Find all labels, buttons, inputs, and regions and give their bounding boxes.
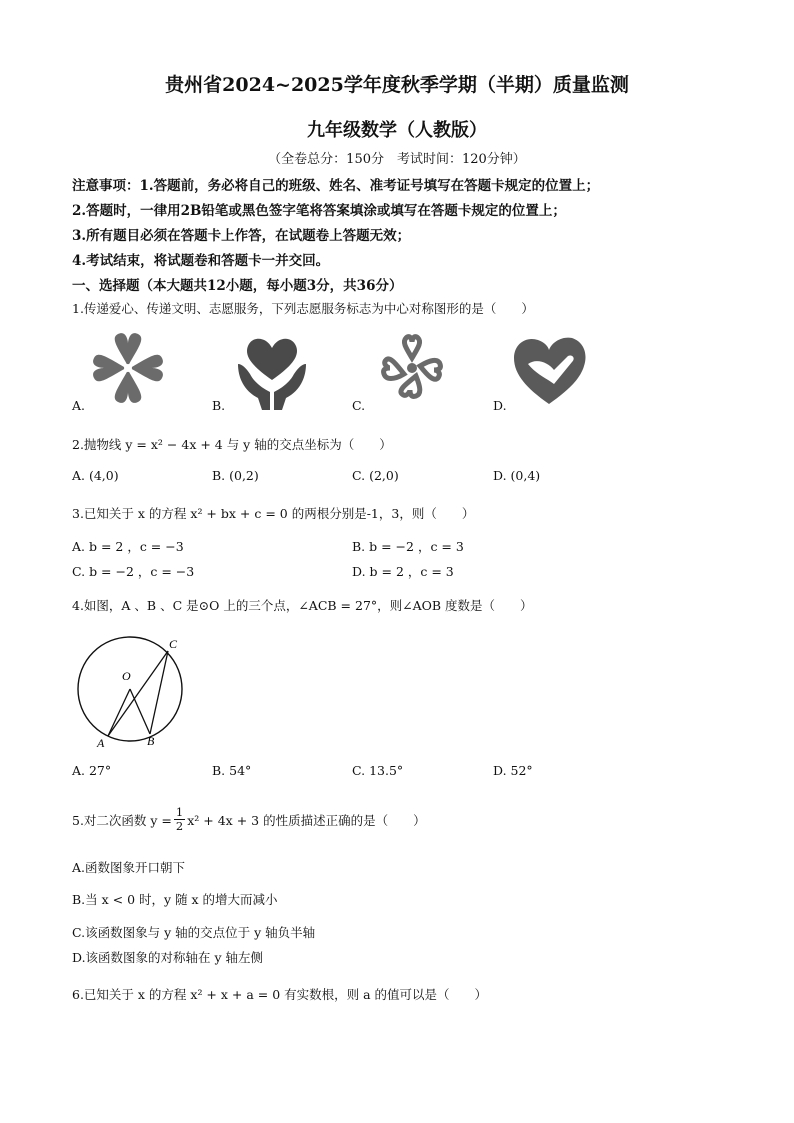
q4-option-b: B. 54°: [212, 763, 252, 778]
label-o: O: [122, 669, 131, 683]
q3-stem: 3.已知关于 x 的方程 x² + bx + c = 0 的两根分别是-1，3，则（ ）: [72, 506, 475, 521]
q5-option-b: B.当 x < 0 时，y 随 x 的增大而减小: [72, 892, 278, 907]
q6-stem: 6.已知关于 x 的方程 x² + x + a = 0 有实数根，则 a 的值可以是（ ）: [72, 987, 488, 1002]
section-heading: 一、选择题（本大题共12小题，每小题3分，共36分）: [72, 278, 403, 294]
q4-option-c: C. 13.5°: [352, 763, 404, 778]
q1-option-b: B.: [212, 398, 226, 413]
segment-ob: [130, 689, 150, 734]
q5-option-a: A.函数图象开口朝下: [72, 860, 186, 875]
q3-option-d: D. b = 2 ，c = 3: [352, 564, 454, 579]
q1-option-a: A.: [72, 398, 86, 413]
q1-option-c: C.: [352, 398, 366, 413]
q5-frac-num: 1: [175, 805, 184, 819]
q5-option-d: D.该函数图象的对称轴在 y 轴左侧: [72, 950, 264, 965]
q4-option-d: D. 52°: [493, 763, 533, 778]
q2-option-c: C. (2,0): [352, 468, 399, 483]
circle-geometry-figure: [70, 630, 190, 748]
label-a: A: [97, 736, 105, 748]
segment-ao: [108, 689, 130, 736]
q5-stem-pre: 5.对二次函数 y =: [72, 812, 172, 828]
label-c: C: [169, 637, 178, 651]
note-4: 4.考试结束，将试题卷和答题卡一并交回。: [72, 253, 330, 269]
q2-option-d: D. (0,4): [493, 468, 541, 483]
clover-hands-icon: [88, 328, 168, 408]
heart-hands-icon: [232, 330, 312, 410]
q4-option-a: A. 27°: [72, 763, 112, 778]
q2-stem: 2.抛物线 y = x² − 4x + 4 与 y 轴的交点坐标为（ ）: [72, 437, 392, 452]
note-3: 3.所有题目必须在答题卡上作答，在试题卷上答题无效；: [72, 228, 411, 244]
q5-fraction: [174, 806, 185, 833]
q5-stem-post: x² + 4x + 3 的性质描述正确的是（ ）: [187, 812, 426, 828]
q1-stem: 1.传递爱心、传递文明、志愿服务，下列志愿服务标志为中心对称图形的是（ ）: [72, 301, 534, 316]
notes-line-1: [72, 174, 599, 194]
label-b: B: [147, 734, 155, 748]
note-1: 1.答题前，务必将自己的班级、姓名、准考证号填写在答题卡规定的位置上；: [139, 178, 600, 194]
q4-stem: 4.如图，A 、B 、C 是⊙O 上的三个点，∠ACB = 27°，则∠AOB 度数是（ ）: [72, 598, 533, 613]
heart-hand-icon: [510, 334, 588, 408]
notes-label: 注意事项：: [72, 178, 140, 194]
note-2: 2.答题时，一律用2B铅笔或黑色签字笔将答案填涂或填写在答题卡规定的位置上；: [72, 203, 566, 219]
q2-option-b: B. (0,2): [212, 468, 259, 483]
q5-option-c: C.该函数图象与 y 轴的交点位于 y 轴负半轴: [72, 925, 316, 940]
q3-option-b: B. b = −2 ，c = 3: [352, 539, 464, 554]
hearts-flower-icon: [372, 328, 452, 408]
exam-info: （全卷总分：150分 考试时间：120分钟）: [268, 152, 526, 167]
exam-title: 贵州省2024~2025学年度秋季学期（半期）质量监测: [165, 74, 629, 96]
q5-stem: [72, 806, 426, 833]
q1-option-d: D.: [493, 398, 507, 413]
q3-option-c: C. b = −2 ，c = −3: [72, 564, 195, 579]
q3-option-a: A. b = 2 ，c = −3: [72, 539, 184, 554]
q2-option-a: A. (4,0): [72, 468, 119, 483]
q5-frac-den: 2: [175, 819, 184, 833]
exam-subtitle: 九年级数学（人教版）: [307, 120, 487, 141]
